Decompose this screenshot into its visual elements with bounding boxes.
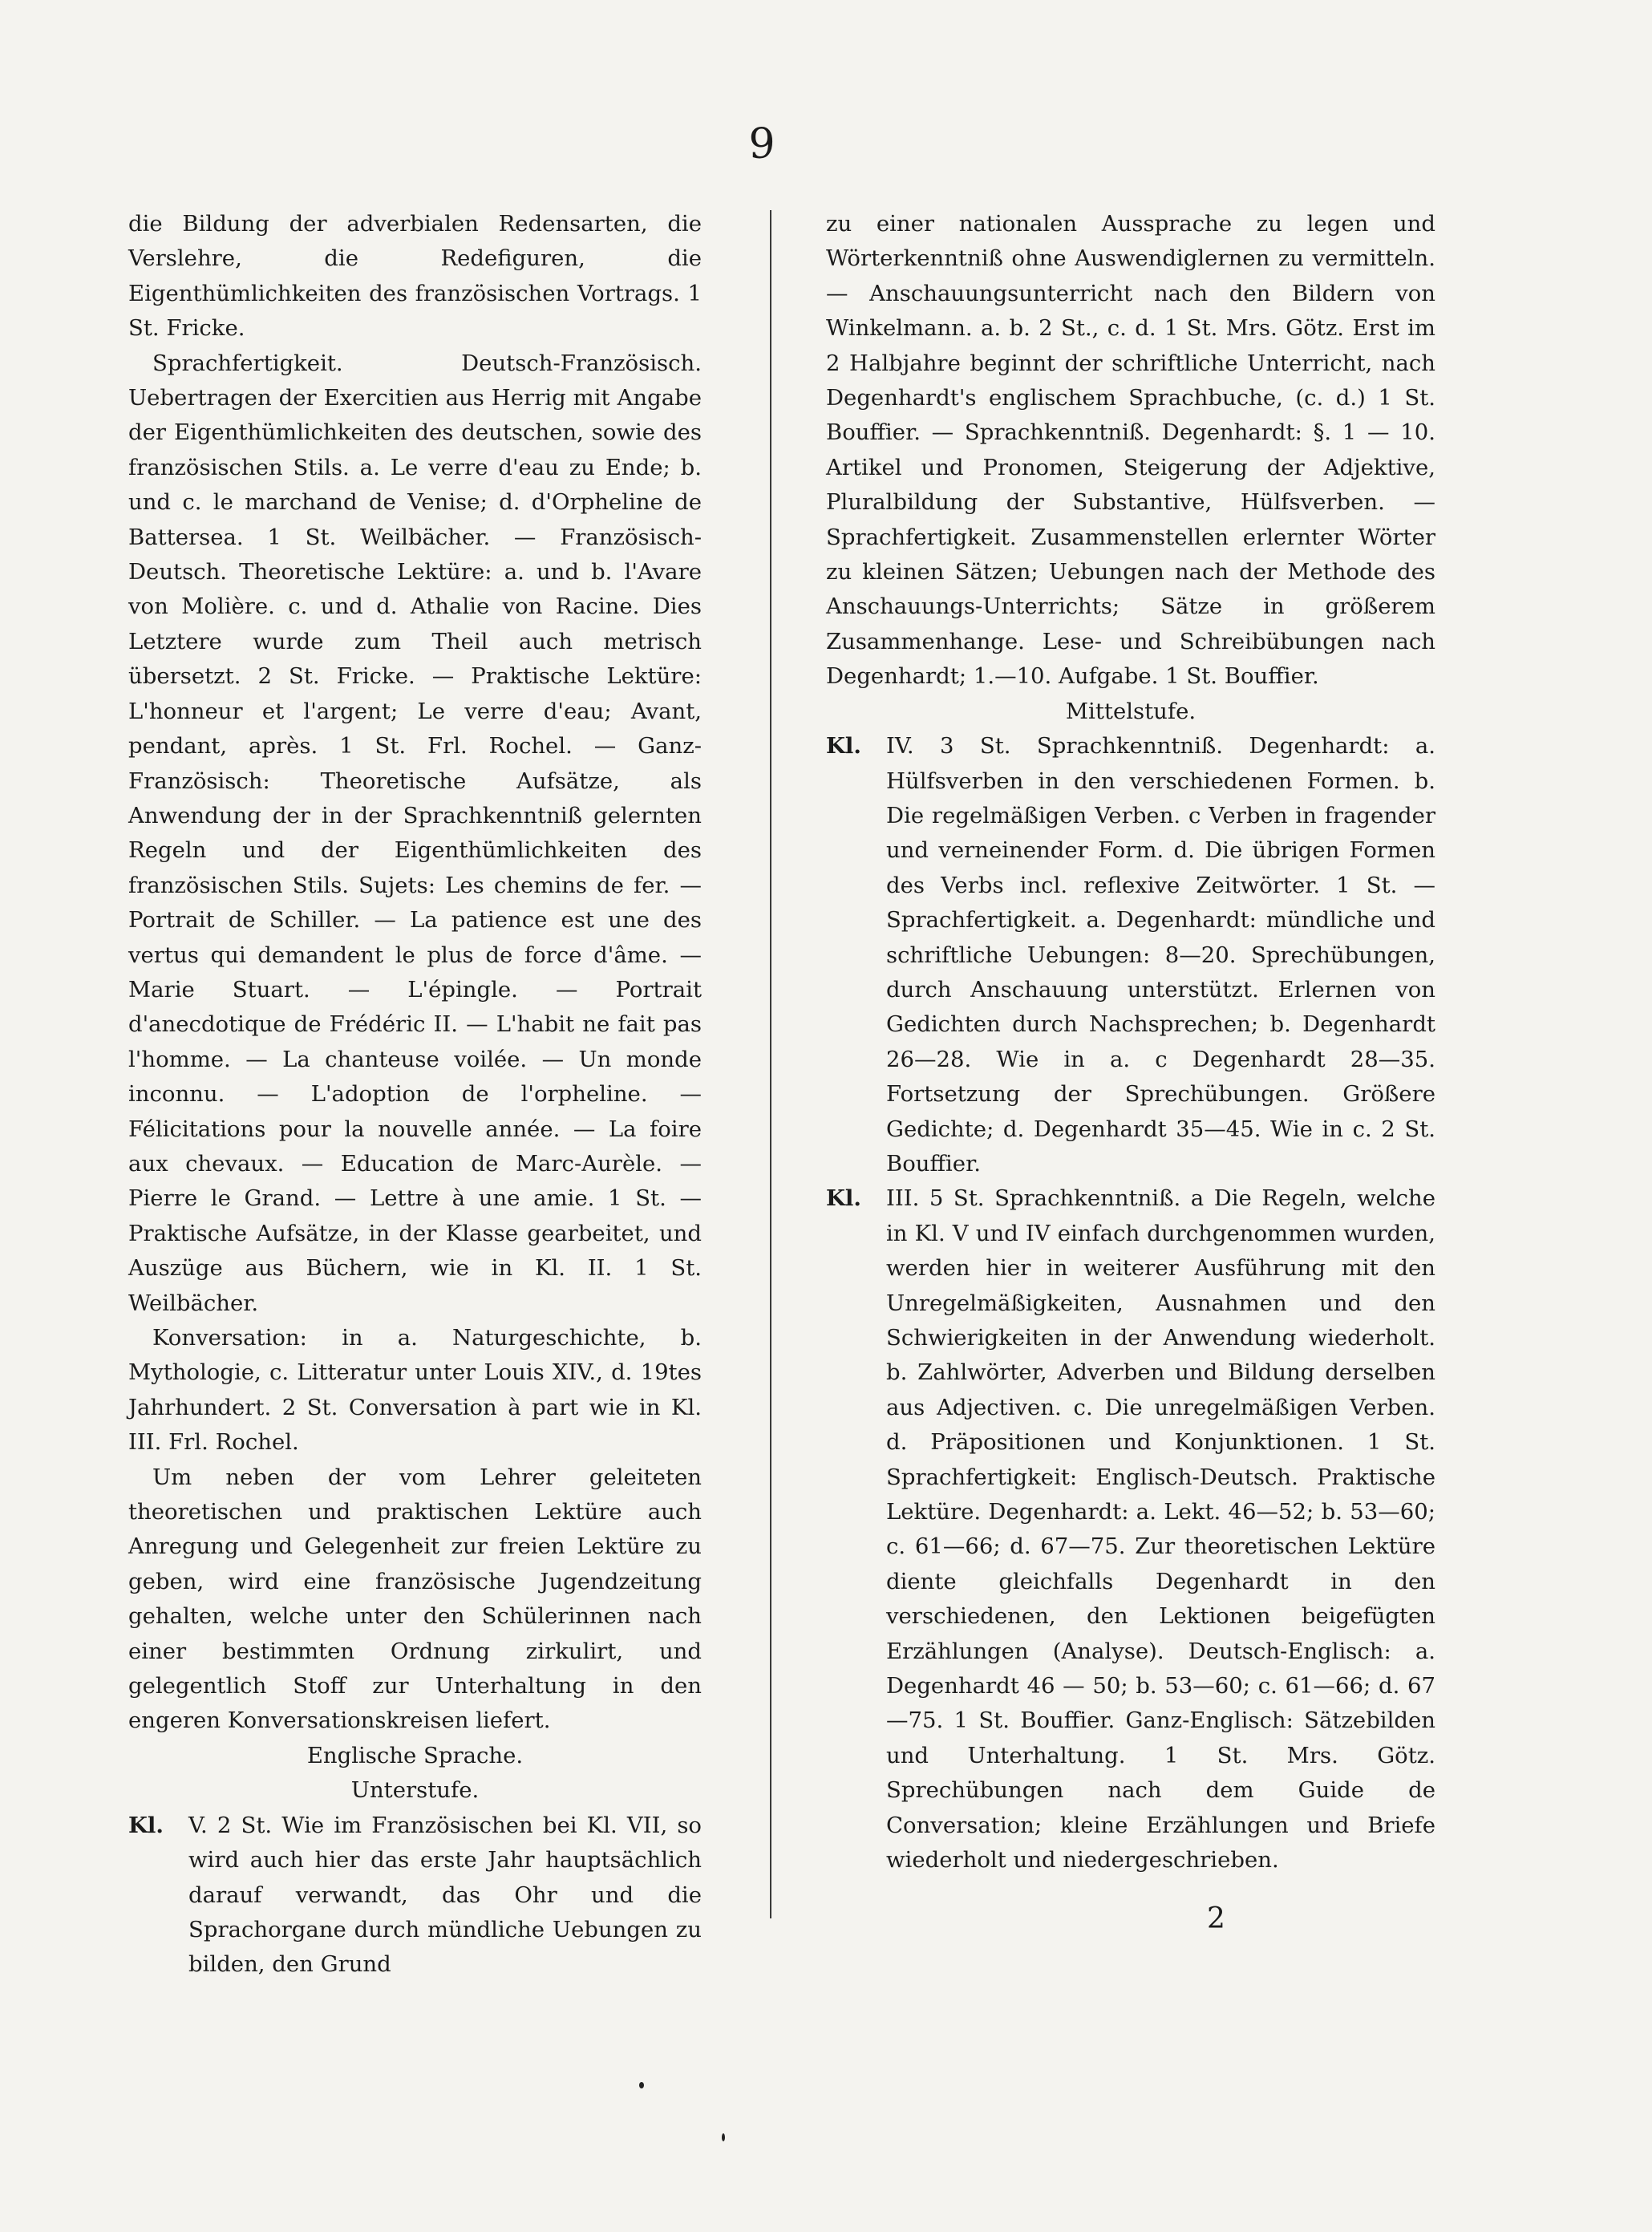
class-text: III. 5 St. Sprachkenntniß. a Die Regeln, welche in Kl. V und IV einfach durchgenommen wurden, werden hier in weiterer Ausführung mit den Unregelmäßigkeiten, Ausnahmen und den Schwierigkeiten in der Anwendung wiederholt. b. Zahlwörter, Adverben und Bildung derselben aus Adjectiven. c. Die unregelmäßigen Verben. d. Präpositionen und Konjunktionen. 1 St. Sprachfertigkeit: Englisch-Deutsch. Praktische Lektüre. Degenhardt: a. Lekt. 46—52; b. 53—60; c. 61—66; d. 67—75. Zur theoretischen Lektüre diente gleichfalls Degenhardt in den verschiedenen, den Lektionen beigefügten Erzählungen (Analyse). Deutsch-Englisch: a. Degenhardt 46 — 50; b. 53—60; c. 61—66; d. 67—75. 1 St. Bouffier. Ganz-Englisch: Sätzebilden und Unterhaltung. 1 St. Mrs. Götz. Sprechübungen nach dem Guide de Conversation; kleine Erzählungen und Briefe wiederholt und niedergeschrieben.: [886, 1185, 1435, 1874]
speck: [639, 2082, 644, 2088]
column-divider: [770, 210, 771, 1918]
paragraph: Sprachfertigkeit. Deutsch-Französisch. Uebertragen der Exercitien aus Herrig mit Angabe der Eigenthümlichkeiten des deutschen, sowie des französischen Stils. a. Le verre d'eau zu Ende; b. und c. le marchand de Venise; d. d'Orpheline de Battersea. 1 St. Weilbächer. — Französisch-Deutsch. Theoretische Lektüre: a. und b. l'Avare von Molière. c. und d. Athalie von Racine. Dies Letztere wurde zum Theil auch metrisch übersetzt. 2 St. Fricke. — Praktische Lektüre: L'honneur et l'argent; Le verre d'eau; Avant, pendant, après. 1 St. Frl. Rochel. — Ganz-Französisch: Theoretische Aufsätze, als Anwendung der in der Sprachkenntniß gelernten Regeln und der Eigenthümlichkeiten des französischen Stils. Sujets: Les chemins de fer. — Portrait de Schiller. — La patience est une des vertus qui demandent le plus de force d'âme. — Marie Stuart. — L'épingle. — Portrait d'anecdotique de Frédéric II. — L'habit ne fait pas l'homme. — La chanteuse voilée. — Un monde inconnu. — L'adoption de l'orpheline. — Félicitations pour la nouvelle année. — La foire aux chevaux. — Education de Marc-Aurèle. — Pierre le Grand. — Lettre à une amie. 1 St. — Praktische Aufsätze, in der Klasse gearbeitet, und Auszüge aus Büchern, wie in Kl. II. 1 St. Weilbächer.: [128, 350, 702, 1316]
section-heading: Mittelstufe.: [1065, 698, 1196, 724]
section-heading: Unterstufe.: [350, 1777, 480, 1804]
paragraph: zu einer nationalen Aussprache zu legen und Wörterkenntniß ohne Auswendiglernen zu vermitteln. — Anschauungsunterricht nach den Bildern von Winkelmann. a. b. 2 St., c. d. 1 St. Mrs. Götz. Erst im 2 Halbjahre beginnt der schriftliche Unterricht, nach Degenhardt's englischem Sprachbuche, (c. d.) 1 St. Bouffier. — Sprachkenntniß. Degenhardt: §. 1 — 10. Artikel und Pronomen, Steigerung der Adjektive, Pluralbildung der Substantive, Hülfsverben. — Sprachfertigkeit. Zusammenstellen erlernter Wörter zu kleinen Sätzen; Uebungen nach der Methode des Anschauungs-Unterrichts; Sätze in größerem Zusammenhange. Lese- und Schreibübungen nach Degenhardt; 1.—10. Aufgabe. 1 St. Bouffier.: [826, 211, 1435, 690]
left-column: [128, 207, 702, 1983]
right-column: [826, 207, 1435, 1878]
class-label: Kl.: [826, 733, 861, 760]
class-label: Kl.: [128, 1812, 164, 1838]
class-entry: [128, 1809, 702, 1983]
class-label: Kl.: [826, 1185, 861, 1212]
paragraph: Um neben der vom Lehrer geleiteten theoretischen und praktischen Lektüre auch Anregung und Gelegenheit zur freien Lektüre zu geben, wird eine französische Jugendzeitung gehalten, welche unter den Schülerinnen nach einer bestimmten Ordnung zirkulirt, und gelegentlich Stoff zur Unterhaltung in den engeren Konversationskreisen liefert.: [128, 1464, 702, 1734]
paragraph: Konversation: in a. Naturgeschichte, b. Mythologie, c. Litteratur unter Louis XIV., d. 19tes Jahrhundert. 2 St. Conversation à part wie in Kl. III. Frl. Rochel.: [128, 1325, 702, 1456]
class-entry: [826, 729, 1435, 1181]
paragraph: die Bildung der adverbialen Redensarten, die Verslehre, die Redefiguren, die Eigenthümlichkeiten des französischen Vortrags. 1 St. Fricke.: [128, 211, 702, 342]
page-number: 9: [748, 120, 775, 168]
section-heading: Englische Sprache.: [306, 1742, 524, 1768]
speck: [722, 2133, 725, 2141]
class-text: IV. 3 St. Sprachkenntniß. Degenhardt: a. Hülfsverben in den verschiedenen Formen. b. Die regelmäßigen Verben. c Verben in fragender und verneinender Form. d. Die übrigen Formen des Verbs incl. reflexive Zeitwörter. 1 St. — Sprachfertigkeit. a. Degenhardt: mündliche und schriftliche Uebungen: 8—20. Sprechübungen, durch Anschauung unterstützt. Erlernen von Gedichten durch Nachsprechen; b. Degenhardt 26—28. Wie in a. c Degenhardt 28—35. Fortsetzung der Sprechübungen. Größere Gedichte; d. Degenhardt 35—45. Wie in c. 2 St. Bouffier.: [886, 733, 1435, 1177]
class-entry: [826, 1181, 1435, 1878]
signature-mark: 2: [1207, 1902, 1225, 1935]
class-text: V. 2 St. Wie im Französischen bei Kl. VII, so wird auch hier das erste Jahr hauptsächlich darauf verwandt, das Ohr und die Sprachorgane durch mündliche Uebungen zu bilden, den Grund: [188, 1812, 702, 1978]
